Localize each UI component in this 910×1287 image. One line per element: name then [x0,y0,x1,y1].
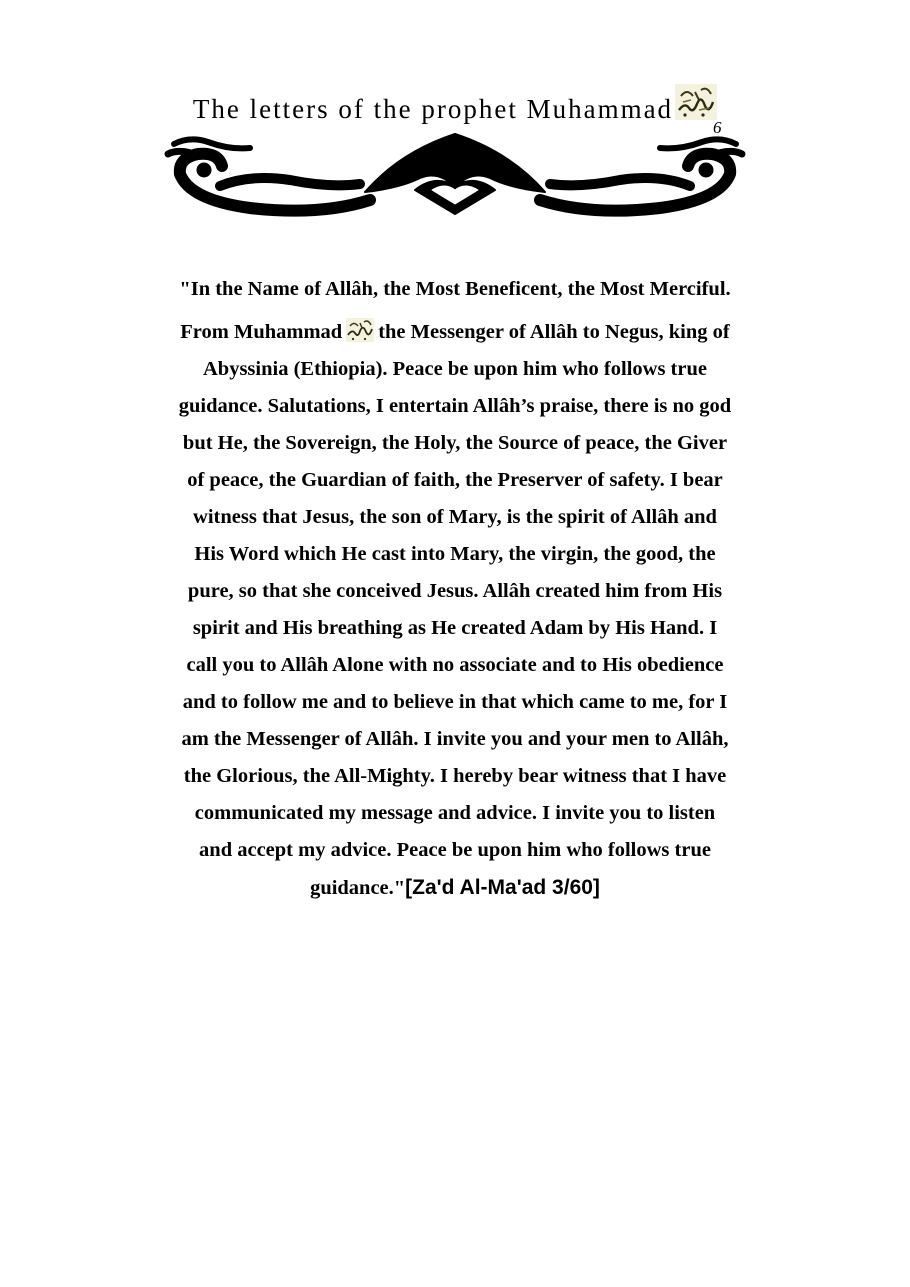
page-title: The letters of the prophet Muhammad [192,94,674,124]
letter-line: am the Messenger of Allâh. I invite you and your men to Allâh, [181,728,729,750]
calligraphy-seal-icon [675,84,717,120]
letter-line: spirit and His breathing as He created Adam by His Hand. I [192,617,718,639]
page-header [0,84,910,125]
letter-line: His Word which He cast into Mary, the virgin, the good, the [194,543,716,565]
letter-line: "In the Name of Allâh, the Most Beneficent, the Most Merciful. [179,278,731,300]
letter-line: but He, the Sovereign, the Holy, the Source of peace, the Giver [182,432,728,454]
letter-line [150,869,760,906]
letter-text: the Messenger of Allâh to Negus, king of [378,321,730,343]
letter-line: Abyssinia (Ethiopia). Peace be upon him who follows true [202,358,707,380]
letter-line: of peace, the Guardian of faith, the Preserver of safety. I bear [187,469,723,491]
calligraphy-seal-icon [346,318,374,342]
letter-line: and accept my advice. Peace be upon him who follows true [199,839,711,861]
letter-line: and to follow me and to believe in that which came to me, for I [182,691,728,713]
letter-line: witness that Jesus, the son of Mary, is the spirit of Allâh and [193,506,717,528]
letter-line: pure, so that she conceived Jesus. Allâh created him from His [187,580,723,602]
letter-line: guidance. Salutations, I entertain Allâh’s praise, there is no god [178,395,732,417]
letter-line: call you to Allâh Alone with no associate and to His obedience [186,654,724,676]
letter-line: the Glorious, the All-Mighty. I hereby bear witness that I have [183,765,727,787]
letter-text: guidance." [310,877,406,899]
letter-body [150,270,760,906]
letter-text: From Muhammad [180,321,343,343]
letter-line [150,314,760,351]
decorative-ornament-icon [160,130,750,220]
source-reference: [Za'd Al-Ma'ad 3/60] [405,876,600,899]
page-number: 6 [713,118,722,137]
letter-line: communicated my message and advice. I invite you to listen [194,802,716,824]
